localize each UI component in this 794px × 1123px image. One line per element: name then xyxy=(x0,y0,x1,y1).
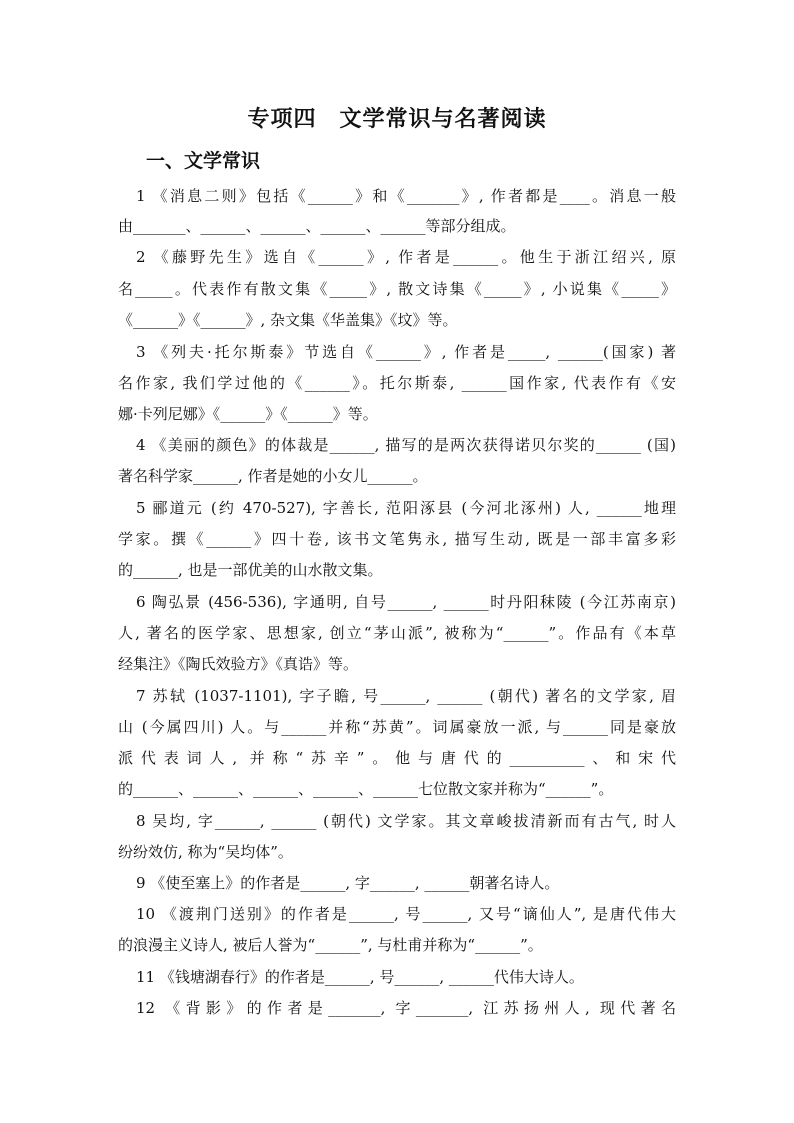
item-6-line-3: 经集注》《陶氏效验方》《真诰》等。 xyxy=(118,655,359,673)
item-7-line-1: 7 苏轼 (1037-1101), 字子瞻, 号______, ______ (朝代) 著名的文学家, 眉 xyxy=(136,687,676,705)
item-4-line-1: 4 《美丽的颜色》的体裁是______, 描写的是两次获得诺贝尔奖的______ (国) xyxy=(136,436,676,454)
page-title: 专项四 文学常识与名著阅读 xyxy=(247,107,547,132)
section-heading: 一、文学常识 xyxy=(146,150,261,172)
item-3-line-2: 名作家, 我们学过他的《______》。托尔斯泰, ______国作家, 代表作有《安 xyxy=(118,374,676,392)
item-2-line-1: 2 《藤野先生》选自《______》, 作者是______。他生于浙江绍兴, 原 xyxy=(136,248,676,266)
item-3-line-1: 3 《列夫·托尔斯泰》节选自《______》, 作者是_____, ______(国家) 著 xyxy=(136,343,676,361)
item-12-line-1: 12 《背影》的作者是_______, 字_______, 江苏扬州人, 现代著名 xyxy=(136,999,676,1017)
item-5-line-2: 学家。撰《______》四十卷, 该书文笔隽永, 描写生动, 既是一部丰富多彩 xyxy=(118,530,676,548)
item-1-line-2: 由_______、______、______、______、______等部分组成。 xyxy=(118,217,516,235)
item-9-line-1: 9 《使至塞上》的作者是______, 字______, ______朝著名诗人。 xyxy=(136,874,560,892)
item-8-line-1: 8 吴均, 字______, ______ (朝代) 文学家。其文章峻拔清新而有古气, 时人 xyxy=(136,812,676,830)
item-7-line-4: 的______、______、______、______、______七位散文家并称为“______”。 xyxy=(118,780,614,798)
item-5-line-3: 的______, 也是一部优美的山水散文集。 xyxy=(118,561,383,579)
item-4-line-2: 著名科学家______, 作者是她的小女儿______。 xyxy=(118,467,428,485)
item-10-line-1: 10 《渡荆门送别》的作者是______, 号______, 又号“谪仙人”, 是唐代伟大 xyxy=(136,905,676,923)
item-8-line-2: 纷纷效仿, 称为“吴均体”。 xyxy=(118,843,293,861)
item-5-line-1: 5 郦道元 (约 470-527), 字善长, 范阳涿县 (今河北涿州) 人, ______地理 xyxy=(136,499,676,517)
item-7-line-3: 派代表词人, 并称“苏辛”。他与唐代的__________、和宋代 xyxy=(118,749,676,767)
item-11-line-1: 11 《钱塘湖春行》的作者是______, 号______, ______代伟大诗人。 xyxy=(136,968,584,986)
item-2-line-2: 名_____。代表作有散文集《_____》, 散文诗集《_____》, 小说集《_____》 xyxy=(118,280,676,298)
item-3-line-3: 娜·卡列尼娜》《______》《______》等。 xyxy=(118,405,378,423)
item-7-line-2: 山 (今属四川) 人。与______并称“苏黄”。词属豪放一派, 与______同是豪放 xyxy=(118,718,676,736)
item-6-line-2: 人, 著名的医学家、思想家, 创立“茅山派”, 被称为“______”。作品有《本草 xyxy=(118,624,676,642)
item-2-line-3: 《______》《______》, 杂文集《华盖集》《坟》等。 xyxy=(118,311,458,329)
item-1-line-1: 1 《消息二则》包括《______》和《_______》, 作者都是____。消息一般 xyxy=(136,187,676,205)
item-6-line-1: 6 陶弘景 (456-536), 字通明, 自号______, ______时丹阳秣陵 (今江苏南京) xyxy=(136,593,676,611)
item-10-line-2: 的浪漫主义诗人, 被后人誉为“______”, 与杜甫并称为“______”。 xyxy=(118,936,543,954)
